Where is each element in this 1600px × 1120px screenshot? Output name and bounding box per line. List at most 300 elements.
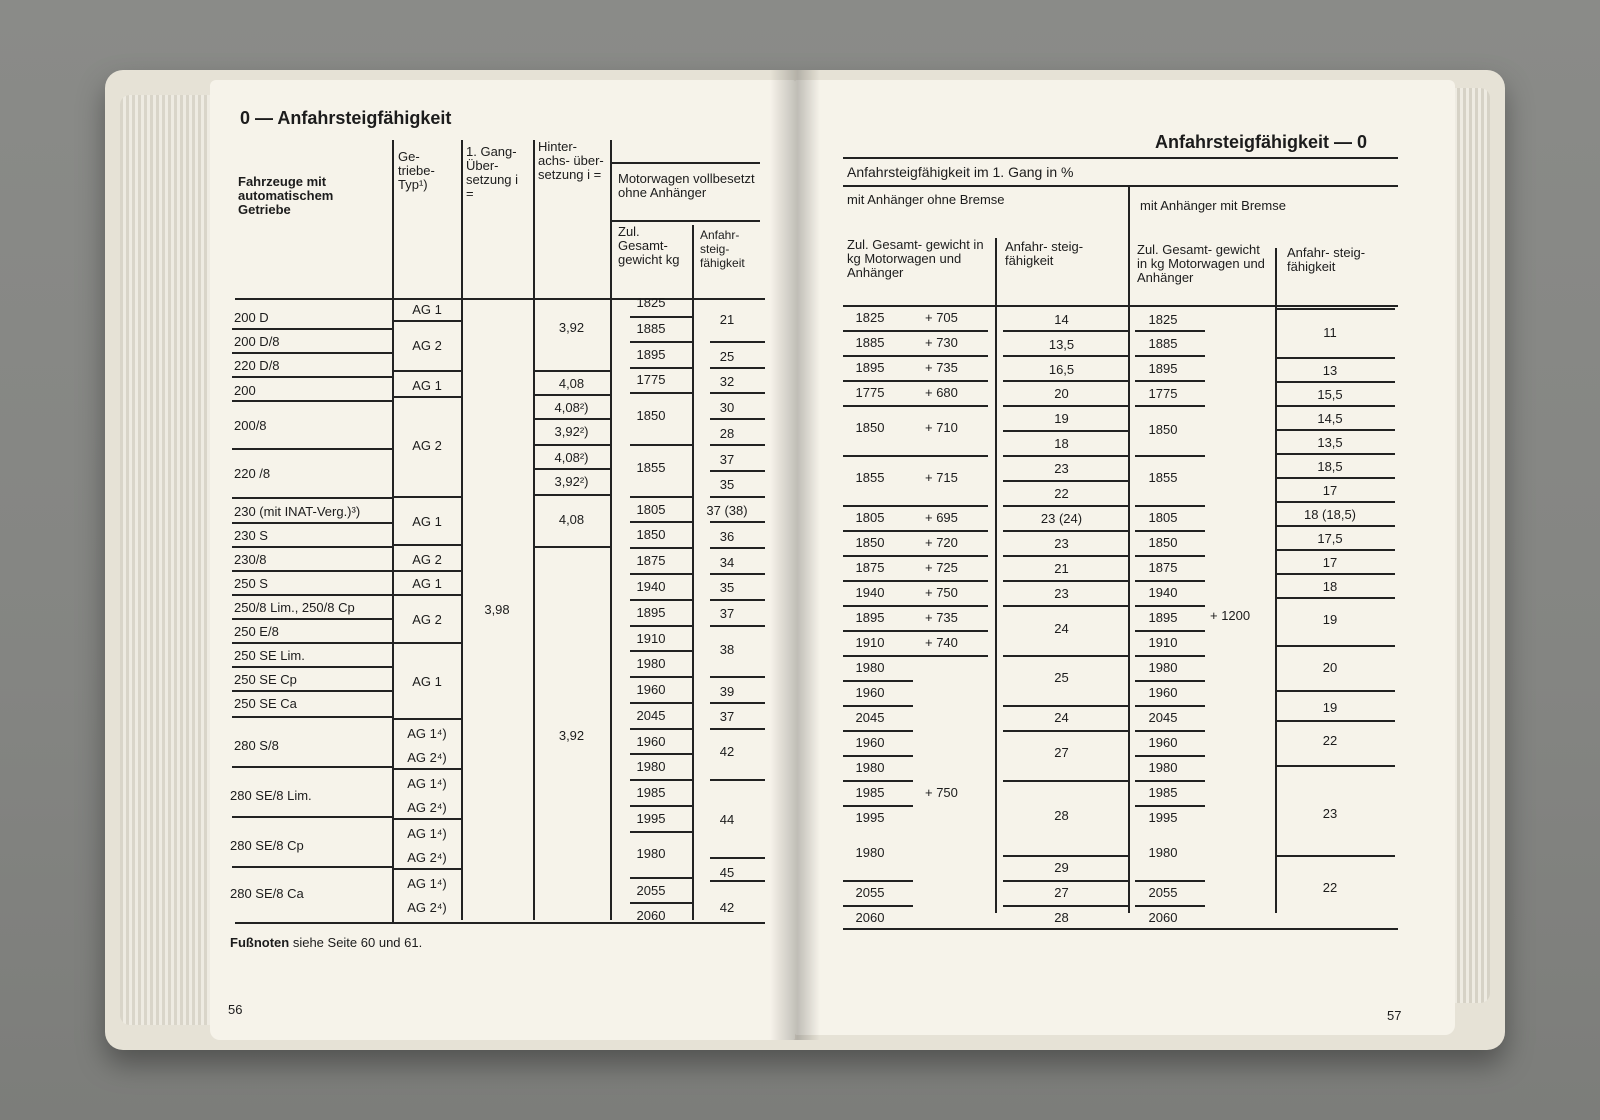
anfahr-cell: 36 [719, 529, 735, 544]
getriebe-cell: AG 2 [412, 612, 442, 627]
ohne-anfahr-cell: 27 [1054, 885, 1069, 900]
rule [843, 905, 913, 907]
rule [232, 690, 392, 692]
mit-gewicht-cell: 1855 [1148, 470, 1178, 485]
getriebe-cell: AG 1 [412, 378, 442, 393]
rule [843, 505, 988, 507]
mit-anfahr-cell: 18,5 [1317, 459, 1343, 474]
vehicle-cell: 200 D/8 [234, 334, 280, 349]
rule [710, 857, 765, 859]
rule [1135, 580, 1205, 582]
getriebe-cell: AG 1⁴) [407, 726, 447, 741]
gang-cell: 3,98 [484, 602, 510, 617]
rule [630, 316, 692, 318]
ohne-motor-cell: 2060 [855, 910, 885, 925]
rule [1003, 655, 1128, 657]
rule [710, 392, 765, 394]
rule [1003, 730, 1128, 732]
rule [1275, 381, 1395, 383]
getriebe-cell: AG 1 [412, 674, 442, 689]
mit-gewicht-cell: 1910 [1148, 635, 1178, 650]
rule [232, 352, 392, 354]
rule [630, 573, 692, 575]
ohne-motor-cell: 1995 [855, 810, 885, 825]
footnote [230, 935, 422, 950]
rule [1135, 680, 1205, 682]
rule [843, 530, 988, 532]
rule [710, 625, 765, 627]
anfahr-cell: 37 [719, 452, 735, 467]
ohne-motor-cell: 1985 [855, 785, 885, 800]
gewicht-cell: 1980 [636, 656, 666, 671]
ohne-anfahr-cell: 14 [1054, 312, 1069, 327]
ohne-motor-cell: 1960 [855, 735, 885, 750]
rule [1135, 880, 1205, 882]
rule [843, 605, 988, 607]
anfahr-cell: 35 [719, 580, 735, 595]
rule [1003, 580, 1128, 582]
rule [843, 185, 1398, 187]
ohne-anfahr-cell: 28 [1054, 910, 1069, 925]
hinterachs-cell: 4,08²) [554, 400, 589, 415]
rule [533, 444, 610, 446]
rule [1128, 185, 1130, 913]
rule [232, 816, 392, 818]
rule [1135, 455, 1205, 457]
rule [392, 868, 462, 870]
rule [710, 702, 765, 704]
ohne-motor-cell: 1895 [855, 360, 885, 375]
rule [232, 716, 392, 718]
rule [1003, 855, 1128, 857]
ohne-anfahr-cell: 27 [1054, 745, 1069, 760]
rule [392, 642, 462, 644]
ohne-anfahr-cell: 20 [1054, 386, 1069, 401]
rule [1135, 555, 1205, 557]
getriebe-cell: AG 2⁴) [407, 800, 447, 815]
mit-gewicht-cell: 1775 [1148, 386, 1178, 401]
rule [843, 928, 1398, 930]
rule [1275, 525, 1395, 527]
anfahr-cell: 39 [719, 684, 735, 699]
rule [1135, 605, 1205, 607]
ohne-anh-cell: + 730 [925, 335, 958, 350]
rule [1275, 645, 1395, 647]
rule [1003, 330, 1128, 332]
hinterachs-cell: 4,08 [558, 376, 585, 391]
mit-gewicht-cell: 2045 [1148, 710, 1178, 725]
ohne-anfahr-cell: 24 [1054, 710, 1069, 725]
rule [392, 718, 462, 720]
rule [533, 394, 610, 396]
ohne-anfahr-cell: 22 [1054, 486, 1069, 501]
rule [533, 468, 610, 470]
rule [232, 546, 392, 548]
vehicle-cell: 250 E/8 [234, 624, 279, 639]
rule [232, 866, 392, 868]
page-stack-left [120, 95, 215, 1025]
vehicle-cell: 220 /8 [234, 466, 271, 481]
mit-anfahr-cell: 17,5 [1317, 531, 1343, 546]
getriebe-cell: AG 1 [412, 514, 442, 529]
rule [843, 380, 988, 382]
ohne-anfahr-cell: 23 [1054, 536, 1069, 551]
header-gang: 1. Gang- Über- setzung i = [466, 144, 519, 201]
ohne-anfahr-cell: 25 [1054, 670, 1069, 685]
rule [610, 162, 760, 164]
rule [1275, 453, 1395, 455]
page-number-left: 56 [228, 1002, 243, 1017]
rule [1275, 429, 1395, 431]
rule [630, 753, 692, 755]
rule [1003, 480, 1128, 482]
header-anfahr: Anfahr- steig- fähigkeit [700, 228, 745, 270]
ohne-anfahr-cell: 24 [1054, 621, 1069, 636]
ohne-motor-cell: 1910 [855, 635, 885, 650]
vehicle-cell: 230/8 [234, 552, 267, 567]
gewicht-cell: 2055 [636, 883, 666, 898]
rule [843, 880, 913, 882]
rule [392, 370, 462, 372]
rule [710, 573, 765, 575]
rule [392, 594, 462, 596]
rule [232, 594, 392, 596]
ohne-anh-cell: + 735 [925, 360, 958, 375]
mit-gewicht-cell: 1825 [1148, 312, 1178, 327]
rule [1135, 655, 1205, 657]
rule [843, 730, 913, 732]
rule [1275, 477, 1395, 479]
rule [630, 547, 692, 549]
rule [533, 140, 535, 920]
rule [1275, 690, 1395, 692]
gewicht-cell: 1805 [636, 502, 666, 517]
rule [710, 470, 765, 472]
rule [1135, 405, 1205, 407]
rule [843, 680, 913, 682]
gewicht-cell: 1825 [636, 295, 666, 310]
rule [232, 328, 392, 330]
ohne-anfahr-cell: 21 [1054, 561, 1069, 576]
gewicht-cell: 1960 [636, 734, 666, 749]
rule [630, 702, 692, 704]
rule [710, 367, 765, 369]
header-fahrzeuge: Fahrzeuge mit automatischem Getriebe [238, 174, 334, 217]
ohne-motor-cell: 1980 [855, 845, 885, 860]
rule [843, 580, 988, 582]
rule [1003, 780, 1128, 782]
vehicle-cell: 230 S [234, 528, 268, 543]
rule [843, 455, 988, 457]
mit-gewicht-cell: 1960 [1148, 685, 1178, 700]
rule [1135, 780, 1205, 782]
rule [1135, 805, 1205, 807]
rule [1003, 555, 1128, 557]
header-gewicht: Zul. Gesamt- gewicht kg [618, 224, 680, 267]
rule [1003, 505, 1128, 507]
rule [1275, 501, 1395, 503]
ohne-anh-cell: + 680 [925, 385, 958, 400]
rule [710, 496, 765, 498]
ohne-motor-cell: 1855 [855, 470, 885, 485]
ohne-motor-cell: 1885 [855, 335, 885, 350]
rule [1275, 597, 1395, 599]
mit-anfahr-cell: 15,5 [1317, 387, 1343, 402]
rule [392, 570, 462, 572]
mit-anfahr-cell: 23 [1322, 806, 1338, 821]
rule [630, 599, 692, 601]
rule [232, 642, 392, 644]
rule [1135, 505, 1205, 507]
anfahr-cell: 42 [719, 744, 735, 759]
rule [630, 779, 692, 781]
rule [232, 522, 392, 524]
rule [843, 330, 988, 332]
mit-gewicht-cell: 2060 [1148, 910, 1178, 925]
mit-anfahr-cell: 19 [1322, 700, 1338, 715]
vehicle-cell: 250 SE Ca [234, 696, 297, 711]
rule [1135, 755, 1205, 757]
rule [1003, 380, 1128, 382]
rule [232, 666, 392, 668]
mit-anfahr-cell: 14,5 [1317, 411, 1343, 426]
ohne-anfahr-cell: 23 (24) [1040, 511, 1083, 526]
rule [232, 766, 392, 768]
rule [1135, 530, 1205, 532]
gewicht-cell: 1980 [636, 759, 666, 774]
rule [232, 376, 392, 378]
gewicht-cell: 1960 [636, 682, 666, 697]
gewicht-cell: 1995 [636, 811, 666, 826]
ohne-anh-cell: + 750 [925, 785, 958, 800]
mit-anfahr-cell: 13 [1322, 363, 1338, 378]
ohne-motor-cell: 1805 [855, 510, 885, 525]
ohne-anfahr-cell: 29 [1054, 860, 1069, 875]
anfahr-cell: 30 [719, 400, 735, 415]
rule [630, 367, 692, 369]
ohne-anh-cell: + 695 [925, 510, 958, 525]
ohne-motor-cell: 2055 [855, 885, 885, 900]
mit-anfahr-cell: 17 [1322, 483, 1338, 498]
ohne-anh-cell: + 725 [925, 560, 958, 575]
ohne-anh-cell: + 715 [925, 470, 958, 485]
mit-anfahr-cell: 20 [1322, 660, 1338, 675]
mit-anfahr-cell: 22 [1322, 733, 1338, 748]
getriebe-cell: AG 1⁴) [407, 826, 447, 841]
ohne-anh-cell: + 710 [925, 420, 958, 435]
gewicht-cell: 1910 [636, 631, 666, 646]
anfahr-cell: 37 (38) [706, 503, 748, 518]
ohne-anfahr-cell: 18 [1054, 436, 1069, 451]
getriebe-cell: AG 1⁴) [407, 876, 447, 891]
footnote-text: siehe Seite 60 und 61. [289, 935, 423, 950]
rule [392, 544, 462, 546]
ohne-anfahr-cell: 23 [1054, 586, 1069, 601]
rule [1275, 308, 1395, 310]
rule [1275, 765, 1395, 767]
rule [1135, 380, 1205, 382]
rule [1275, 405, 1395, 407]
gewicht-cell: 1875 [636, 553, 666, 568]
header-anfahr-ohne: Anfahr- steig- fähigkeit [1005, 239, 1084, 268]
vehicle-cell: 250/8 Lim., 250/8 Cp [234, 600, 355, 615]
rule [843, 157, 1398, 159]
gewicht-cell: 1980 [636, 846, 666, 861]
rule [630, 676, 692, 678]
rule [710, 418, 765, 420]
mit-anfahr-cell: 13,5 [1317, 435, 1343, 450]
rule [232, 448, 392, 450]
rule [1275, 855, 1395, 857]
rule [843, 755, 913, 757]
rule [630, 341, 692, 343]
anfahr-cell: 37 [719, 606, 735, 621]
anfahr-cell: 35 [719, 477, 735, 492]
mit-anfahr-cell: 18 [1322, 579, 1338, 594]
rule [710, 676, 765, 678]
ohne-anfahr-cell: 28 [1054, 808, 1069, 823]
header-gewicht-mit: Zul. Gesamt- gewicht in kg Motorwagen und Anhänger [1137, 242, 1265, 285]
ohne-motor-cell: 1940 [855, 585, 885, 600]
ohne-anh-cell: + 720 [925, 535, 958, 550]
rule [533, 546, 610, 548]
anfahr-cell: 42 [719, 900, 735, 915]
vehicle-cell: 200 D [234, 310, 269, 325]
rule [1003, 905, 1128, 907]
ohne-motor-cell: 1980 [855, 760, 885, 775]
mit-gewicht-cell: 2055 [1148, 885, 1178, 900]
gewicht-cell: 1895 [636, 347, 666, 362]
rule [710, 880, 765, 882]
hinterachs-cell: 3,92 [558, 728, 585, 743]
rule [710, 341, 765, 343]
gewicht-cell: 1855 [636, 460, 666, 475]
left-page-heading: 0 — Anfahrsteigfähigkeit [240, 108, 452, 128]
rule [1003, 355, 1128, 357]
rule [1135, 730, 1205, 732]
vehicle-cell: 280 S/8 [234, 738, 279, 753]
rule [710, 521, 765, 523]
getriebe-cell: AG 2 [412, 338, 442, 353]
rule [1135, 705, 1205, 707]
ohne-anh-cell: + 750 [925, 585, 958, 600]
anfahr-cell: 34 [719, 555, 735, 570]
vehicle-cell: 200/8 [234, 418, 267, 433]
left-page [210, 80, 795, 1040]
gewicht-cell: 1895 [636, 605, 666, 620]
gewicht-cell: 1850 [636, 527, 666, 542]
rule [710, 599, 765, 601]
rule [630, 877, 692, 879]
anfahr-cell: 37 [719, 709, 735, 724]
gewicht-cell: 1985 [636, 785, 666, 800]
ohne-motor-cell: 1850 [855, 420, 885, 435]
hinterachs-cell: 4,08²) [554, 450, 589, 465]
mit-gewicht-cell: 1850 [1148, 422, 1178, 437]
gewicht-cell: 1775 [636, 372, 666, 387]
header-getriebe: Ge- triebe- Typ¹) [398, 149, 435, 192]
rule [630, 831, 692, 833]
vehicle-cell: 280 SE/8 Ca [230, 886, 304, 901]
rule [1135, 355, 1205, 357]
vehicle-cell: 220 D/8 [234, 358, 280, 373]
rule [1003, 880, 1128, 882]
rule [843, 355, 988, 357]
rule [710, 779, 765, 781]
ohne-anh-cell: + 735 [925, 610, 958, 625]
getriebe-cell: AG 2⁴) [407, 900, 447, 915]
right-page-heading: Anfahrsteigfähigkeit — 0 [1155, 132, 1368, 152]
mit-anfahr-cell: 17 [1322, 555, 1338, 570]
hinterachs-cell: 3,92²) [554, 474, 589, 489]
getriebe-cell: AG 2⁴) [407, 750, 447, 765]
ohne-motor-cell: 1825 [855, 310, 885, 325]
mit-anfahr-cell: 19 [1322, 612, 1338, 627]
rule [710, 444, 765, 446]
rule [232, 400, 392, 402]
rule [1003, 605, 1128, 607]
group-mit-bremse: mit Anhänger mit Bremse [1140, 198, 1286, 213]
vehicle-cell: 280 SE/8 Lim. [230, 788, 312, 803]
mit-gewicht-cell: 1980 [1148, 660, 1178, 675]
rule [1003, 455, 1128, 457]
ohne-anfahr-cell: 13,5 [1048, 337, 1075, 352]
ohne-motor-cell: 1980 [855, 660, 885, 675]
rule [1275, 720, 1395, 722]
getriebe-cell: AG 2 [412, 552, 442, 567]
mit-gewicht-cell: 1895 [1148, 361, 1178, 376]
mit-anfahr-cell: 11 [1323, 325, 1337, 340]
rule [1003, 705, 1128, 707]
gewicht-cell: 1850 [636, 408, 666, 423]
anfahr-cell: 21 [719, 312, 735, 327]
mit-gewicht-cell: 1805 [1148, 510, 1178, 525]
rule [1135, 630, 1205, 632]
page-number-right: 57 [1387, 1008, 1402, 1023]
vehicle-cell: 250 SE Cp [234, 672, 297, 687]
mit-gewicht-cell: 1960 [1148, 735, 1178, 750]
vehicle-cell: 250 S [234, 576, 268, 591]
vehicle-cell: 280 SE/8 Cp [230, 838, 304, 853]
mit-gewicht-cell: 1995 [1148, 810, 1178, 825]
rule [533, 494, 610, 496]
rule [630, 728, 692, 730]
rule [843, 630, 988, 632]
anfahr-cell: 44 [719, 812, 735, 827]
rule [843, 555, 988, 557]
anfahr-cell: 32 [719, 374, 735, 389]
mit-gewicht-cell: 1980 [1148, 845, 1178, 860]
hinterachs-cell: 4,08 [558, 512, 585, 527]
anfahr-cell: 45 [719, 865, 735, 880]
subheading: Anfahrsteigfähigkeit im 1. Gang in % [847, 164, 1074, 180]
header-gewicht-ohne: Zul. Gesamt- gewicht in kg Motorwagen und Anhänger [847, 237, 984, 280]
rule [1003, 405, 1128, 407]
anfahr-cell: 25 [719, 349, 735, 364]
rule [630, 521, 692, 523]
rule [1275, 573, 1395, 575]
rule [843, 655, 988, 657]
rule [843, 705, 913, 707]
hinterachs-cell: 3,92²) [554, 424, 589, 439]
getriebe-cell: AG 2 [412, 438, 442, 453]
gewicht-cell: 2060 [636, 908, 666, 923]
rule [1275, 357, 1395, 359]
rule [533, 370, 610, 372]
ohne-anh-cell: + 705 [925, 310, 958, 325]
gewicht-cell: 2045 [636, 708, 666, 723]
rule [232, 497, 392, 499]
